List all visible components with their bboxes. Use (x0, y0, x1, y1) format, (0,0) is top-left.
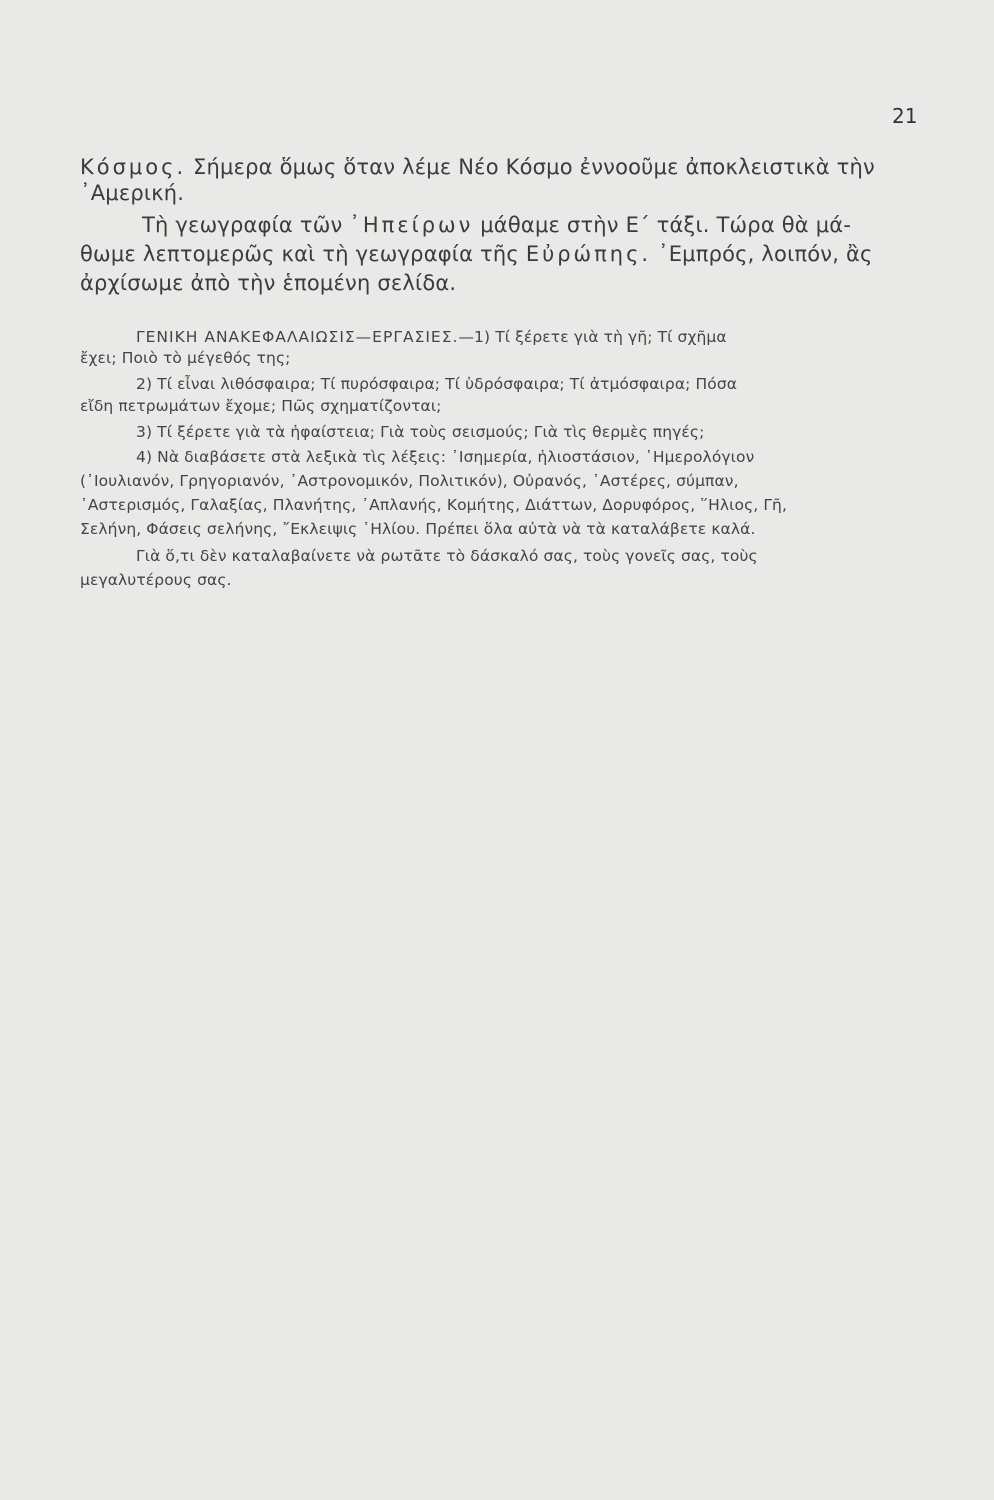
term-ipeiron: ᾿Ηπείρων (349, 213, 474, 237)
paragraph-2-line-1-b: μάθαμε στὴν Ε΄ τάξι. Τώρα θὰ μά- (480, 213, 852, 237)
question-2-line-1: 2) Τί εἶναι λιθόσφαιρα; Τί πυρόσφαιρα; Τί ὑδρόσφαιρα; Τί ἀτμόσφαιρα; Πόσα (136, 375, 738, 393)
question-4-line-3: ᾿Αστερισμός, Γαλαξίας, Πλανήτης, ᾿Απλανής, Κομήτης, Διάττων, Δορυφόρος, ῞Ηλιος, Γῆ, (80, 496, 788, 514)
page-number: 21 (892, 104, 918, 128)
paragraph-1-line-2: ᾿Αμερική. (80, 181, 185, 205)
question-3-line-1: 3) Τί ξέρετε γιὰ τὰ ἡφαίστεια; Γιὰ τοὺς σεισμούς; Γιὰ τὶς θερμὲς πηγές; (136, 423, 705, 441)
paragraph-1-line-1-text: Σήμερα ὅμως ὅταν λέμε Νέο Κόσμο ἐννοοῦμε ἀποκλειστικὰ τὴν (193, 155, 875, 179)
paragraph-2-line-2 (80, 242, 873, 266)
question-4-line-2: (᾿Ιουλιανόν, Γρηγοριανόν, ᾿Αστρονομικόν, Πολιτικόν), Οὐρανός, ᾿Αστέρες, σύμπαν, (80, 472, 739, 490)
question-1-line-1: —1) Τί ξέρετε γιὰ τὴ γῆ; Τί σχῆμα (458, 328, 727, 346)
exercises-heading: ΓΕΝΙΚΗ ΑΝΑΚΕΦΑΛΑΙΩΣΙΣ—ΕΡΓΑΣΙΕΣ. (136, 328, 459, 346)
paragraph-2-line-1-a: Τὴ γεωγραφία τῶν (142, 213, 343, 237)
question-1-line-2: ἔχει; Ποιὸ τὸ μέγεθός της; (80, 349, 291, 367)
paragraph-2-line-2-b: ᾿Εμπρός, λοιπόν, ἂς (658, 242, 873, 266)
exercises-line-1 (136, 328, 727, 346)
paragraph-1-line-1 (80, 155, 875, 179)
paragraph-2-line-2-a: θωμε λεπτομερῶς καὶ τὴ γεωγραφία τῆς (80, 242, 519, 266)
question-2-line-2: εἴδη πετρωμάτων ἔχομε; Πῶς σχηματίζονται; (80, 397, 442, 415)
paragraph-2-line-3: ἀρχίσωμε ἀπὸ τὴν ἑπομένη σελίδα. (80, 271, 457, 295)
closing-line-2: μεγαλυτέρους σας. (80, 571, 232, 589)
term-evropis: Εὐρώπης. (525, 242, 652, 266)
question-4-line-4: Σελήνη, Φάσεις σελήνης, ῎Εκλειψις ῾Ηλίου. Πρέπει ὅλα αὐτὰ νὰ τὰ καταλάβετε καλά. (80, 520, 756, 538)
question-4-line-1: 4) Νὰ διαβάσετε στὰ λεξικὰ τὶς λέξεις: ᾿Ισημερία, ἡλιοστάσιον, ῾Ημερολόγιον (136, 448, 755, 466)
term-kosmos: Κόσμος. (80, 155, 187, 179)
closing-line-1: Γιὰ ὅ,τι δὲν καταλαβαίνετε νὰ ρωτᾶτε τὸ δάσκαλό σας, τοὺς γονεῖς σας, τοὺς (136, 547, 758, 565)
paragraph-2-line-1 (142, 213, 851, 237)
